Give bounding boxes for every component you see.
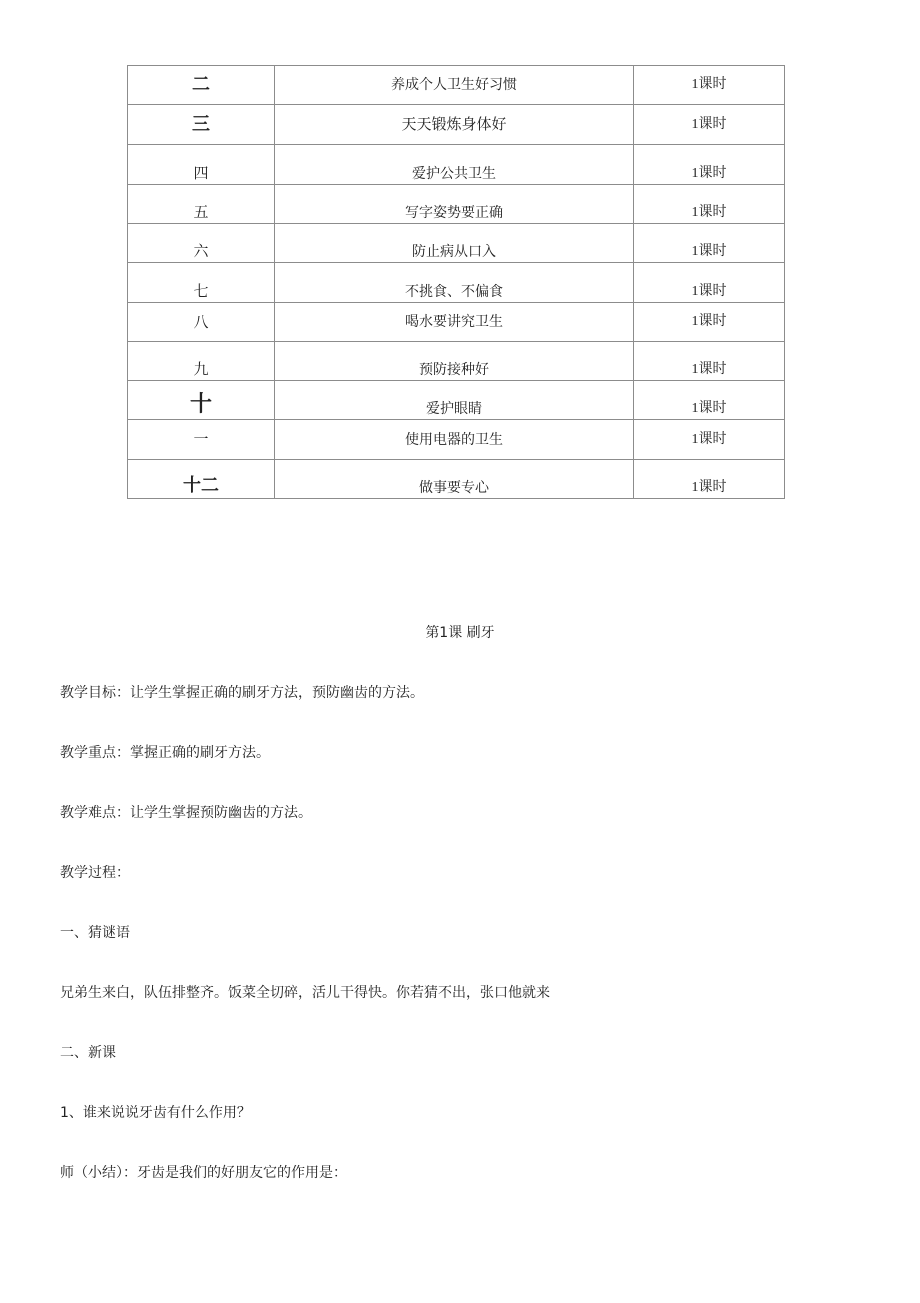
lesson-hours: 1课时 [634,105,785,145]
section-new-lesson-heading: 二、新课 [60,1045,116,1061]
lesson-title-cell: 天天锻炼身体好 [275,105,634,145]
lesson-number: 七 [128,263,275,303]
riddle-text: 兄弟生来白，队伍排整齐。饭菜全切碎，活儿干得快。你若猜不出，张口他就来 [60,985,550,1001]
table-row [128,460,785,499]
lesson-title-cell: 写字姿势要正确 [275,185,634,224]
lesson-title-cell: 防止病从口入 [275,224,634,263]
table-row [128,342,785,381]
lesson-hours: 1课时 [634,145,785,185]
lesson-hours: 1课时 [634,420,785,460]
teaching-difficulty: 教学难点：让学生掌握预防幽齿的方法。 [60,805,312,821]
table-row [128,224,785,263]
table-row [128,420,785,460]
lesson-hours: 1课时 [634,381,785,420]
lesson-hours: 1课时 [634,263,785,303]
table-row [128,263,785,303]
teaching-process-heading: 教学过程： [60,865,130,881]
lesson-number: 五 [128,185,275,224]
lesson-title-cell: 喝水要讲究卫生 [275,303,634,342]
lesson-number: 二 [128,66,275,105]
section-riddle-heading: 一、猜谜语 [60,925,130,941]
lesson-title-cell: 预防接种好 [275,342,634,381]
table-row [128,185,785,224]
lesson-hours: 1课时 [634,460,785,499]
table-row [128,105,785,145]
lesson-hours: 1课时 [634,66,785,105]
lesson-title-cell: 养成个人卫生好习惯 [275,66,634,105]
teaching-goal: 教学目标：让学生掌握正确的刷牙方法，预防幽齿的方法。 [60,685,424,701]
lesson-hours: 1课时 [634,185,785,224]
lesson-number: 四 [128,145,275,185]
lesson-title-cell: 不挑食、不偏食 [275,263,634,303]
lesson-number: 十 [128,381,275,420]
table-row [128,145,785,185]
lesson-number: 九 [128,342,275,381]
table-row [128,303,785,342]
lesson-title-cell: 做事要专心 [275,460,634,499]
lesson-number: 八 [128,303,275,342]
lesson-hours: 1课时 [634,303,785,342]
lesson-number: 六 [128,224,275,263]
lesson-title-cell: 爱护眼睛 [275,381,634,420]
teacher-summary: 师（小结）：牙齿是我们的好朋友它的作用是： [60,1165,347,1181]
question-one: 1、谁来说说牙齿有什么作用？ [60,1105,251,1121]
lesson-heading: 第1课 刷牙 [425,625,495,641]
lesson-number: 三 [128,105,275,145]
lesson-number: 十二 [128,460,275,499]
lesson-hours: 1课时 [634,342,785,381]
lesson-number: 一 [128,420,275,460]
table-row [128,381,785,420]
table-row [128,66,785,105]
teaching-key-point: 教学重点：掌握正确的刷牙方法。 [60,745,270,761]
lesson-title-cell: 爱护公共卫生 [275,145,634,185]
lesson-title-cell: 使用电器的卫生 [275,420,634,460]
lesson-hours: 1课时 [634,224,785,263]
lesson-schedule-table [127,65,785,499]
